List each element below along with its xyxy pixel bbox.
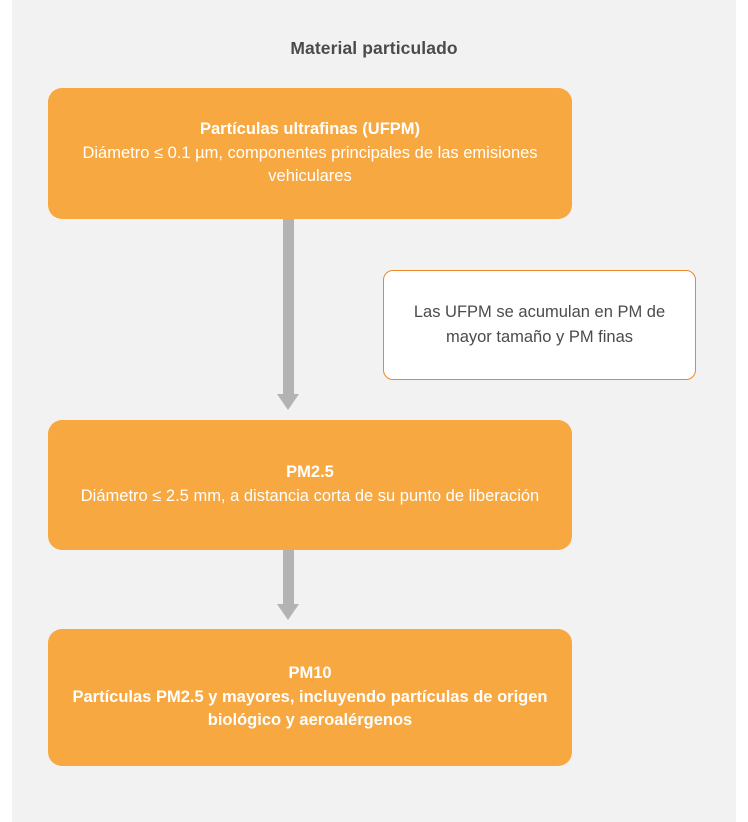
node-pm10 bbox=[48, 629, 572, 766]
arrow-pm25-to-pm10-head-icon bbox=[277, 604, 299, 620]
node-ufpm-title: Partículas ultrafinas (UFPM) bbox=[199, 119, 421, 138]
node-pm25-title: PM2.5 bbox=[286, 463, 334, 482]
right-margin bbox=[736, 0, 748, 822]
arrow-pm25-to-pm10 bbox=[283, 550, 294, 604]
node-ufpm-description: Diámetro ≤ 0.1 µm, componentes principales de las emisiones vehiculares bbox=[82, 143, 538, 186]
node-pm10-title: PM10 bbox=[288, 663, 332, 682]
page-title: Material particulado bbox=[290, 38, 458, 58]
callout-box bbox=[383, 270, 696, 380]
node-pm25-description: Diámetro ≤ 2.5 mm, a distancia corta de su punto de liberación bbox=[80, 487, 540, 505]
node-pm10-description: Partículas PM2.5 y mayores, incluyendo partículas de origen biológico y aeroalérgenos bbox=[72, 687, 548, 730]
node-ufpm bbox=[48, 88, 572, 219]
node-pm25 bbox=[48, 420, 572, 550]
callout-text: Las UFPM se acumulan en PM de mayor tamaño y PM finas bbox=[413, 303, 666, 346]
arrow-ufpm-to-pm25-head-icon bbox=[277, 394, 299, 410]
arrow-ufpm-to-pm25 bbox=[283, 219, 294, 394]
left-margin bbox=[0, 0, 12, 822]
